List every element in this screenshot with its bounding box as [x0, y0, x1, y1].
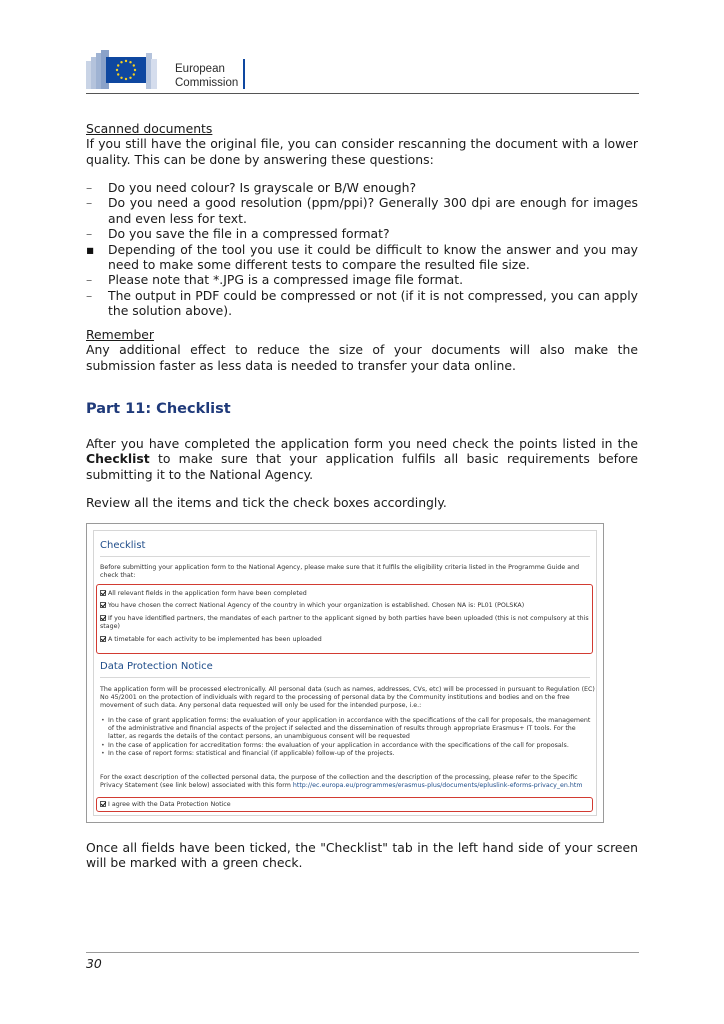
checklist-intro: Before submitting your application form to the National Agency, please make sure that it fulfils the eligibility criteria listed in the Programme Guide and check that: — [100, 564, 580, 580]
divider — [100, 556, 590, 557]
logo-text — [175, 62, 238, 90]
checklist-item[interactable]: All relevant fields in the application form have been completed — [100, 590, 590, 598]
list-item: • In the case of application for accreditation forms: the evaluation of your application in accordance with the specifications of the call for proposals. — [100, 742, 596, 750]
remember-text: Any additional effect to reduce the size of your documents will also make the submission faster as less data is needed to transfer your data online. — [86, 342, 638, 373]
list-item: – Do you need colour? Is grayscale or B/W enough? — [86, 180, 417, 195]
remember-heading: Remember — [86, 327, 155, 342]
scanned-section — [86, 121, 638, 167]
checkbox[interactable] — [100, 590, 106, 596]
list-item: – Please note that *.JPG is a compressed image file format. — [86, 272, 464, 288]
scanned-question-list — [86, 180, 638, 319]
checkbox[interactable] — [100, 615, 106, 621]
list-item: • In the case of grant application forms: the evaluation of your application in accordance with the specifications of the call for proposals, the management of the administrative and financial aspects of the project if selected and the dissemination of results through appropriate Erasmus+ IT tools. For the latter, as regards the details of the contact persons, an unambiguous consent will be requested — [100, 717, 596, 742]
agree-item[interactable]: I agree with the Data Protection Notice — [100, 801, 590, 809]
footer-rule — [86, 952, 639, 953]
section-title: Part 11: Checklist — [86, 401, 231, 417]
scanned-intro: If you still have the original file, you can consider rescanning the document with a lower quality. This can be done by answering these questions: — [86, 136, 638, 167]
european-commission-logo — [86, 43, 160, 91]
header-rule — [86, 93, 639, 94]
checkbox[interactable] — [100, 636, 106, 642]
agree-checkbox[interactable] — [100, 801, 106, 807]
checklist-item[interactable]: You have chosen the correct National Agency of the country in which your organization is established. Chosen NA is: PL01 (POLSKA) — [100, 602, 590, 610]
data-protection-intro: The application form will be processed electronically. All personal data (such as names, addresses, CVs, etc) will be processed in pursuant to Regulation (EC) No 45/2001 on the protection of individuals with regard to the processing of personal data by the Community institutions and bodies and on the free movement of such data. Any personal data requested will only be used for the intended purpose, i.e.: — [100, 686, 595, 710]
scanned-heading: Scanned documents — [86, 121, 213, 136]
logo-divider — [243, 59, 245, 89]
checklist-bold: Checklist — [86, 451, 150, 467]
data-protection-outro: For the exact description of the collected personal data, the purpose of the collection and the description of the processing, please refer to the Specific Privacy Statement (see link below) associated with this form http://ec.europa.eu/programmes/erasmus-plus/documents/epluslink-eforms-privacy_en.htm — [100, 774, 583, 790]
review-text: Review all the items and tick the check boxes accordingly. — [86, 495, 447, 510]
privacy-link[interactable]: http://ec.europa.eu/programmes/erasmus-plus/documents/epluslink-eforms-privacy_en.htm — [292, 782, 583, 790]
data-protection-title: Data Protection Notice — [100, 661, 213, 672]
logo-line-1: European — [175, 63, 225, 75]
data-protection-list — [100, 717, 596, 758]
part-intro: After you have completed the application form you need check the points listed in the Checklist to make sure that your application fulfils all basic requirements before submitting it to the National Agency. — [86, 436, 638, 482]
page-number: 30 — [86, 956, 102, 971]
screenshot-content — [93, 530, 597, 816]
checklist-title: Checklist — [100, 540, 146, 551]
list-item: • In the case of report forms: statistical and financial (if applicable) follow-up of the projects. — [100, 750, 596, 758]
checklist-screenshot — [86, 523, 604, 823]
checkbox[interactable] — [100, 602, 106, 608]
divider — [100, 677, 590, 678]
list-item: – Do you save the file in a compressed format? — [86, 226, 390, 242]
list-item: ▪ Depending of the tool you use it could be difficult to know the answer and you may need to make some different tests to compare the resulted file size. — [86, 241, 638, 273]
list-item: – The output in PDF could be compressed or not (if it is not compressed, you can apply the solution above). — [86, 287, 638, 319]
checklist-item[interactable]: If you have identified partners, the mandates of each partner to the applicant signed by both parties have been uploaded (this is not compulsory at this stage) — [100, 615, 589, 630]
after-text: Once all fields have been ticked, the "Checklist" tab in the left hand side of your screen will be marked with a green check. — [86, 840, 638, 871]
checklist-item[interactable]: A timetable for each activity to be implemented has been uploaded — [100, 636, 590, 644]
list-item: – Do you need a good resolution (ppm/ppi)? Generally 300 dpi are enough for images and even less for text. — [86, 195, 638, 226]
logo-line-2: Commission — [175, 77, 239, 89]
remember-section — [86, 327, 638, 373]
